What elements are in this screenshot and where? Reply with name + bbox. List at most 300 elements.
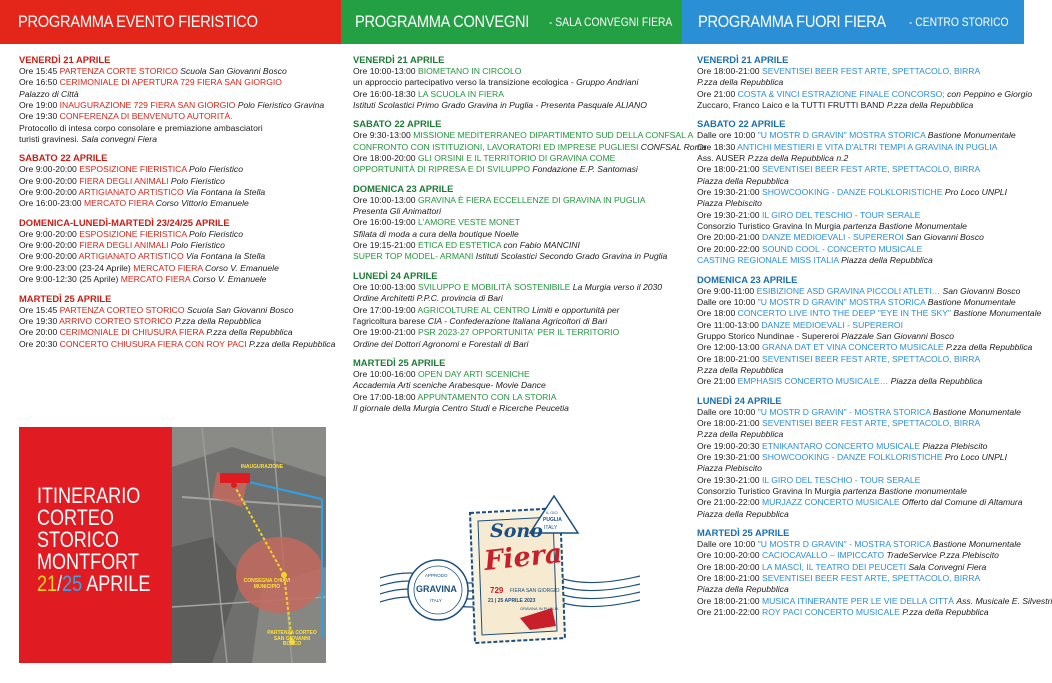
event-name: SOUND COOL - CONCERTO MUSICALE [761,243,923,254]
event-name: CERIMONIALE DI APERTURA 729 FIERA SAN GIORGIO [59,77,282,88]
day-title: LUNEDÌ 24 APRILE [697,394,782,406]
event-time: Ore 19:00-21:00 [353,327,416,338]
event-line [697,221,1019,232]
event-name: "U MOSTR D GRAVIN" MOSTRA STORICA [757,130,926,141]
event-name: MUSICA ITINERANTE PER LE VIE DELLA CITTÀ [761,595,954,606]
event-place: Offerto dal Comune di Altamura [902,497,1023,508]
event-line [697,100,1019,111]
event-name: FIERA DEGLI ANIMALI [79,240,169,251]
event-line [353,100,675,111]
event-name: INAUGURAZIONE 729 FIERA SAN GIORGIO [59,100,236,111]
event-name: MERCATO FIERA [83,198,154,209]
header-title: PROGRAMMA CONVEGNI [355,12,530,31]
event-line [697,286,1019,297]
event-line [353,403,675,414]
stamp-edition: FIERA SAN GIORGIO [510,588,560,594]
event-name: FIERA DEGLI ANIMALI [79,175,169,186]
header-subtitle: - SALA CONVEGNI FIERA [549,15,673,29]
event-place: Corso V. Emanuele [192,274,267,285]
event-line [697,376,1019,387]
event-place: Piazza della Repubblica [697,508,789,519]
event-place: Bastione Monumentale [927,130,1016,141]
itinerario-dates [37,573,176,595]
event-line [697,354,1019,365]
event-name: GRAVINA È FIERA ECCELLENZE DI GRAVINA IN PUGLIA [417,194,646,205]
event-time: Ore 9:00-20:00 [19,240,77,251]
event-name: SEVENTISEI BEER FEST ARTE, SPETTACOLO, BIRRA [761,66,981,76]
event-line [697,607,1019,618]
event-time: Ore 16:00-23:00 [19,198,82,209]
event-name: CACIOCAVALLO – IMPICCATO [761,550,885,561]
title-line: STORICO [37,527,119,552]
event-line [353,240,675,251]
programma-convegni-column [353,54,707,421]
event-line [353,282,675,293]
event-line [19,327,331,338]
date-month: APRILE [82,571,151,596]
event-place: Corso V. Emanuele [204,262,279,273]
event-name: ARRIVO CORTEO STORICO [59,315,173,326]
event-place: partenza Bastione monumentale [843,486,967,496]
event-time: l'agricoltura barese [353,315,426,326]
event-time: Ore 18:00-21:00 [697,164,760,175]
header-evento-fieristico [0,0,341,44]
event-time: Ore 16:50 [19,77,58,88]
event-place: P.zza della Repubblica [249,338,336,349]
day-title: MARTEDÌ 25 APRILE [19,292,112,304]
event-line [697,441,1019,452]
event-place: Limiti e opportunità per [532,304,620,315]
stamp-dates: 21 | 25 APRILE 2023 [488,598,536,604]
event-line [353,369,675,380]
day-section [353,118,707,175]
event-line [19,251,331,262]
day-section [697,394,1023,520]
event-place: P.zza della Repubblica [206,327,293,338]
event-line [697,418,1019,429]
event-time: Ore 16:00-19:00 [353,217,416,228]
event-time: Ore 9:00-20:00 [19,187,77,198]
day-title: SABATO 22 APRILE [697,118,786,130]
event-name: SHOWCOOKING - DANZE FOLKLORISTICHE [761,451,943,462]
event-place: Via Fontana la Stella [186,187,266,198]
event-line [697,142,1019,153]
event-time: Ore 19:00 [19,100,58,111]
event-line [19,338,336,350]
event-name: IL GIRO DEL TESCHIO - TOUR SERALE [761,209,921,220]
event-time: Ore 21:00-22:00 [697,497,760,508]
event-time: Ore 19:30 [19,315,58,326]
event-place: La Murgia verso il 2030 [572,281,663,292]
day-title: VENERDÌ 21 APRILE [19,54,111,65]
event-place: P.zza della Repubblica n.2 [747,153,849,164]
event-time: Ore 9:00-11:00 [697,285,755,296]
event-line [353,327,675,338]
event-place: Bastione Monumentale [927,296,1016,307]
event-name: BIOMETANO IN CIRCOLO [417,66,522,76]
event-time: Ore 18:00-21:00 [697,353,760,364]
event-line [697,539,1019,550]
event-time: Ore 19:30-21:00 [697,187,760,198]
event-time: Ore 19:15-21:00 [353,240,416,251]
programma-fieristico-column [19,54,336,357]
event-name: MERCATO FIERA [133,262,203,273]
date-start: 21 [37,571,58,596]
day-title: VENERDÌ 21 APRILE [353,54,445,65]
day-section [19,292,336,350]
event-name: SVILUPPO E MOBILITÀ SOSTENIBILE [417,281,571,292]
event-line [697,497,1023,508]
event-line [353,89,675,100]
event-time: Ore 19:00-20:30 [697,440,760,451]
event-line [697,550,1019,561]
header-fuori-fiera [682,0,1024,44]
event-line [353,229,675,240]
event-time: Ore 18:00-20:00 [697,561,760,572]
event-name: SHOWCOOKING - DANZE FOLKLORISTICHE [761,187,943,198]
event-time: Ore 10:00-20:00 [697,550,760,561]
event-name: MISSIONE MEDITERRANEO DIPARTIMENTO SUD DELLA CONFSAL A [413,130,694,141]
sono-fiera-stamp [380,488,640,658]
event-line [19,66,331,77]
event-name: ESPOSIZIONE FIERISTICA [79,164,187,175]
event-time: Zuccaro, Franco Laico e la TUTTI FRUTTI BAND [697,100,885,111]
event-place: P.zza della Repubblica [697,429,784,440]
event-place: Polo Fieristico Gravina [237,100,325,111]
event-place: Piazza della Repubblica [697,175,789,186]
programma-fuori-fiera-column [697,54,1052,625]
title-line: MONTFORT [37,549,139,574]
event-place: Ordine Architetti P.P.C. provincia di Bari [353,293,503,304]
event-line [697,429,1019,440]
event-place: San Giovanni Bosco [942,285,1021,296]
day-title: LUNEDÌ 24 APRILE [353,269,438,281]
event-line [697,164,1019,175]
event-place: Fondazione E.P. Santomasi [532,164,638,175]
event-place: Pro Loco UNPLI [944,451,1007,462]
event-time: Consorzio Turistico Gravina In Murgia [697,486,841,496]
event-place: P.zza della Repubblica [902,607,989,618]
event-name: CASTING REGIONALE MISS ITALIA [697,255,839,266]
event-line [353,66,675,77]
event-time: Ore 9:00-20:00 [19,175,77,186]
event-line [697,463,1019,474]
event-line [19,77,331,88]
event-line [353,217,675,228]
event-name: SUPER TOP MODEL- ARMANI [353,251,474,262]
itinerario-map-panel [19,427,326,663]
event-line [697,308,1042,319]
event-name: ANTICHI MESTIERI E VITA D'ALTRI TEMPI A GRAVINA IN PUGLIA [737,141,998,152]
event-place: P.zza della Repubblica [174,315,262,326]
event-time: Ore 17:00-18:00 [353,391,416,402]
event-time: Ore 10:00-13:00 [353,66,416,76]
event-name: GRANA DAT ET VINA CONCERTO MUSICALE [761,342,944,353]
event-place: Via Fontana la Stella [186,251,266,262]
event-time: Ore 15:45 [19,304,58,315]
event-time: Ore 19:30 [19,111,58,122]
day-section [19,152,331,209]
event-line [697,88,1033,100]
event-name: CONFRONTO CON ISTITUZIONI, LAVORATORI ED IMPRESE PUGLIESI [353,141,639,152]
event-line [353,130,694,141]
event-name: COSTA & VINCI ESTRAZIONE FINALE CONCORSO; [737,88,945,99]
event-line [19,123,331,134]
event-time: Ore 10:00-16:00 [353,368,416,379]
event-line [697,297,1019,308]
event-place: CONFSAL Roma [640,141,707,152]
event-name: GLI ORSINI E IL TERRITORIO DI GRAVINA COME [417,153,616,164]
day-section [19,217,331,286]
event-time: Ore 9:00-23:00 (23-24 Aprile) [19,262,131,273]
event-line [697,509,1019,520]
event-line [697,562,1019,573]
event-line [353,77,675,88]
event-time: Ore 12:00-13:00 [697,342,760,353]
event-line [353,195,675,206]
event-time: Ore 10:00-13:00 [353,194,416,205]
event-name: ROY PACI CONCERTO MUSICALE [761,607,900,618]
event-time: Ore 18:00-20:00 [353,153,416,164]
event-place: Piazza Plebiscito [922,440,988,451]
event-place: con Peppino e Giorgio [947,88,1033,99]
day-title: SABATO 22 APRILE [19,152,108,164]
event-place: Scuola San Giovanni Bosco [180,66,287,76]
day-section [353,54,675,111]
event-line [19,263,331,274]
event-time: Ore 9:00-20:00 [19,251,77,262]
event-time: turisti gravinesi. [19,134,79,145]
event-place: Gruppo Andriani [576,77,639,88]
event-line [697,130,1019,141]
event-time: Ore 20:30 [19,338,58,349]
event-time: Ore 11:00-13:00 [697,319,759,330]
event-line [697,255,1019,266]
event-place: Polo Fieristico [170,175,225,186]
event-line [697,187,1019,198]
event-name: LA MASCÌ, IL TEATRO DEI PEUCETI [761,561,907,572]
event-line [697,244,1019,255]
event-line [353,164,675,175]
event-place: CIA - Confederazione Italiana Agricoltori di Bari [427,315,608,326]
event-place: Il giornale della Murgia Centro Studi e Ricerche Peucetia [353,402,569,413]
event-place: Presenta Gli Animattori [353,206,442,217]
event-time: Dalle ore 10:00 [697,406,756,417]
event-time: Ore 18:00-21:00 [697,66,760,76]
event-line [697,77,1019,88]
event-place: Sala Convegni Fiera [908,561,987,572]
event-line [697,407,1019,418]
day-section [697,118,1019,266]
event-name: L'AMORE VESTE MONET [417,217,520,228]
event-place: Scuola San Giovanni Bosco [186,304,294,315]
event-name: PARTENZA CORTE STORICO [59,66,178,76]
event-name: APPUNTAMENTO CON LA STORIA [417,391,557,402]
event-line [19,316,331,327]
event-place: Piazza Plebiscito [697,198,762,209]
event-place: Accademia Arti sceniche Arabesque- Movie Dance [353,380,546,391]
day-section [697,273,1042,388]
event-name: SEVENTISEI BEER FEST ARTE, SPETTACOLO, BIRRA [761,417,981,428]
event-time: Ass. AUSER [697,153,746,164]
event-place: Istituti Scolastici Primo Grado Gravina in Puglia - Presenta Pasquale ALIANO [353,100,647,111]
event-place: Polo Fieristico [189,228,244,239]
event-line [697,320,1019,331]
event-time: Ore 9:00-12:30 (25 Aprile) [19,274,119,285]
event-place: P.zza della Repubblica [697,77,784,88]
event-line [697,584,1019,595]
event-place: P.zza della Repubblica [886,100,974,111]
event-time: Ore 10:00-13:00 [353,281,416,292]
event-place: Piazza della Repubblica [890,376,983,387]
event-line [697,210,1019,221]
header-title: PROGRAMMA EVENTO FIERISTICO [18,12,258,31]
event-name: ETNIKANTARO CONCERTO MUSICALE [761,440,921,451]
event-name: "U MOSTR D GRAVIN" MOSTRA STORICA [757,296,926,307]
event-line [19,164,331,175]
day-title: DOMENICA-LUNEDÌ-MARTEDÌ 23/24/25 APRILE [19,216,230,228]
event-name: CERIMONIALE DI CHIUSURA FIERA [59,327,204,338]
event-place: Ass. Musicale E. Silvestri [956,595,1052,606]
day-section [353,270,675,350]
event-name: SEVENTISEI BEER FEST ARTE, SPETTACOLO, BIRRA [761,353,981,364]
itinerario-title [37,485,176,595]
event-time: Consorzio Turistico Gravina In Murgia [697,221,841,232]
event-place: P.zza della Repubblica [946,342,1033,353]
day-title: DOMENICA 23 APRILE [697,273,798,285]
event-place: Piazza Plebiscito [697,463,762,474]
event-line [19,240,331,251]
event-line [19,89,331,100]
event-place: Corso Vittorio Emanuele [155,198,249,209]
event-place: Palazzo di Città [19,88,79,99]
day-section [697,527,1052,618]
event-time: Ore 15:45 [19,66,58,76]
event-place: Bastione Monumentale [953,308,1042,319]
event-name: IL GIRO DEL TESCHIO - TOUR SERALE [761,474,921,485]
event-line [353,316,675,327]
triangle-bottom: ITALY [544,525,558,531]
event-name: "U MOSTR D GRAVIN" - MOSTRA STORICA [757,539,931,550]
event-place: Bastione Monumentale [932,406,1021,417]
stamp-fiera: Fiera [482,537,564,578]
postmark-city: GRAVINA [416,584,457,594]
event-time: Dalle ore 10:00 [697,296,756,307]
event-line [19,134,331,145]
event-line [697,342,1033,353]
triangle-mid: PUGLIA [543,517,562,523]
title-line: ITINERARIO [37,483,141,508]
event-name: LA SCUOLA IN FIERA [417,88,504,99]
event-line [353,380,675,391]
label-san-giovanni-bosco: PARTENZA CORTEO SAN GIOVANNI BOSCO [267,630,317,647]
event-place: con Fabio MANCINI [503,240,580,251]
event-name: ARTIGIANATO ARTISTICO [78,251,184,262]
postmark-country: ITALY [430,598,442,603]
event-time: Ore 20:00 [19,327,58,338]
event-place: partenza Bastione Monumentale [843,221,967,232]
day-section [19,54,331,145]
event-name: DANZE MEDIOEVALI - SUPEREROI [761,319,904,330]
event-name: PSR 2023-27 OPPORTUNITA' PER IL TERRITORIO [417,327,620,338]
event-place: Piazza della Repubblica [841,255,933,266]
event-line [697,66,1019,77]
event-time: un approccio partecipativo verso la transizione ecologica - [353,77,574,88]
event-line [19,100,331,111]
day-section [697,54,1033,111]
label-municipio: CONSEGNA CHIAVI MUNICIPIO [243,578,291,590]
day-title: VENERDÌ 21 APRILE [697,54,789,65]
event-line [353,305,675,316]
event-time: Dalle ore 10:00 [697,130,756,141]
stamp-number: 729 [490,586,504,595]
event-line [697,595,1052,607]
event-line [353,251,675,262]
event-line [19,187,331,198]
event-line [19,305,331,316]
event-name: SEVENTISEI BEER FEST ARTE, SPETTACOLO, BIRRA [761,573,981,584]
event-line [697,573,1019,584]
event-place: Bastione Monumentale [932,539,1021,550]
event-time: Ore 20:00-21:00 [697,232,760,243]
event-name: CONCERTO LIVE INTO THE DEEP "EYE IN THE SKY" [737,308,951,319]
event-time: Dalle ore 10:00 [697,539,756,550]
triangle-top: IL GIO [546,510,558,515]
event-time: Ore 16:00-18:30 [353,88,416,99]
event-line [19,176,331,187]
event-name: OPEN DAY ARTI SCENICHE [417,368,530,379]
event-time: Ore 19:30-21:00 [697,474,760,485]
event-name: "U MOSTR D GRAVIN" - MOSTRA STORICA [757,406,931,417]
event-line [353,206,675,217]
event-name: CONFERENZA DI BENVENUTO AUTORITÀ. [59,111,233,122]
event-name: SEVENTISEI BEER FEST ARTE, SPETTACOLO, BIRRA [761,164,981,175]
event-name: ETICA ED ESTETICA [417,240,502,251]
event-time: Ore 21:00 [697,88,736,99]
event-line [697,153,1019,164]
event-line [353,141,707,153]
header-title: PROGRAMMA FUORI FIERA [698,12,886,31]
event-line [697,365,1019,376]
event-place: Istituti Scolastici Secondo Grado Gravina in Puglia [475,251,668,262]
event-place: Sala convegni Fiera [81,134,158,145]
aerial-map [172,427,326,663]
event-name: EMPHASIS CONCERTO MUSICALE… [737,376,889,387]
event-name: MERCATO FIERA [120,274,191,285]
event-line [19,274,331,285]
event-time: Ore 9:00-20:00 [19,228,77,239]
event-time: Ore 19:30-21:00 [697,451,760,462]
event-line [697,452,1019,463]
event-line [697,475,1019,486]
event-time: Ore 19:30-21:00 [697,209,760,220]
event-name: OPPORTUNITÀ DI RIPRESA E DI SVILUPPO [353,164,531,175]
event-name: PARTENZA CORTEO STORICO [59,304,185,315]
day-title: DOMENICA 23 APRILE [353,182,454,194]
day-title: MARTEDÌ 25 APRILE [353,356,446,368]
day-section [353,357,675,414]
event-line [697,331,1019,342]
date-separator: / [57,571,63,596]
event-time: Ore 18:30 [697,141,736,152]
event-place: Piazza della Repubblica [697,584,789,595]
event-line [353,392,675,403]
event-time: Ore 18:00-21:00 [697,573,760,584]
event-time: Ore 21:00-22:00 [697,607,760,618]
event-line [19,111,331,122]
event-place: Pro Loco UNPLI [944,187,1007,198]
event-name: ESIBIZIONE ASD GRAVINA PICCOLI ATLETI… [756,285,941,296]
